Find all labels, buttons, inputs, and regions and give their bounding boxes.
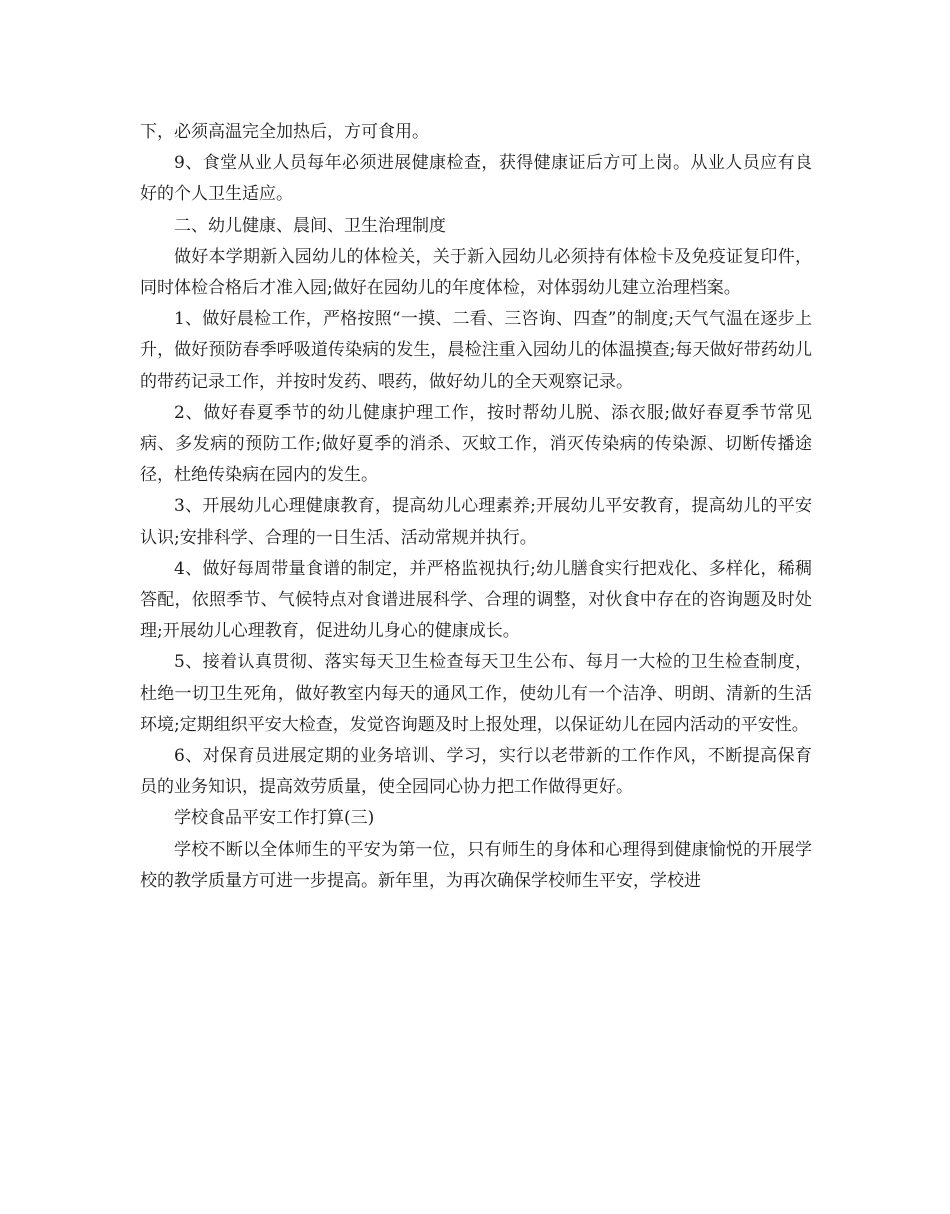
paragraph-item-5: 5、接着认真贯彻、落实每天卫生检查每天卫生公布、每月一大检的卫生检查制度，杜绝一切卫生死角，做好教室内每天的通风工作，使幼儿有一个洁净、明朗、清新的生活环境;定期组织平安大检查，发觉咨询题及时上报处理，以保证幼儿在园内活动的平安性。	[140, 652, 812, 735]
paragraph-item-2: 2、做好春夏季节的幼儿健康护理工作，按时帮幼儿脱、添衣服;做好春夏季节常见病、多发病的预防工作;做好夏季的消杀、灭蚊工作，消灭传染病的传染源、切断传播途径，杜绝传染病在园内的发生。	[140, 402, 812, 486]
section-heading: 二、幼儿健康、晨间、卫生治理制度	[174, 215, 446, 236]
paragraph-item-3: 3、开展幼儿心理健康教育，提高幼儿心理素养;开展幼儿平安教育，提高幼儿的平安认识;安排科学、合理的一日生活、活动常规并执行。	[140, 496, 812, 548]
paragraph-item-6: 6、对保育员进展定期的业务培训、学习，实行以老带新的工作作风，不断提高保育员的业务知识，提高效劳质量，使全园同心协力把工作做得更好。	[140, 746, 812, 798]
paragraph-item-1: 1、做好晨检工作，严格按照“一摸、二看、三咨询、四查”的制度;天气气温在逐步上升，做好预防春季呼吸道传染病的发生，晨检注重入园幼儿的体温摸查;每天做好带药幼儿的带药记录工作，并按时发药、喂药，做好幼儿的全天观察记录。	[140, 309, 812, 392]
paragraph-plan-intro: 学校不断以全体师生的平安为第一位，只有师生的身体和心理得到健康愉悦的开展学校的教学质量方可进一步提高。新年里，为再次确保学校师生平安，学校进	[140, 839, 812, 891]
paragraph-item-4: 4、做好每周带量食谱的制定，并严格监视执行;幼儿膳食实行把戏化、多样化，稀稠答配，依照季节、气候特点对食谱进展科学、合理的调整，对伙食中存在的咨询题及时处理;开展幼儿心理教育，促进幼儿身心的健康成长。	[140, 558, 812, 642]
plan-heading: 学校食品平安工作打算(三)	[174, 808, 375, 829]
paragraph-continuation: 下，必须高温完全加热后，方可食用。	[140, 122, 429, 142]
paragraph-intro: 做好本学期新入园幼儿的体检关，关于新入园幼儿必须持有体检卡及免疫证复印件，同时体检合格后才准入园;做好在园幼儿的年度体检，对体弱幼儿建立治理档案。	[140, 246, 812, 299]
paragraph-item-9: 9、食堂从业人员每年必须进展健康检查，获得健康证后方可上岗。从业人员应有良好的个人卫生适应。	[140, 153, 812, 205]
document-body	[140, 117, 812, 897]
